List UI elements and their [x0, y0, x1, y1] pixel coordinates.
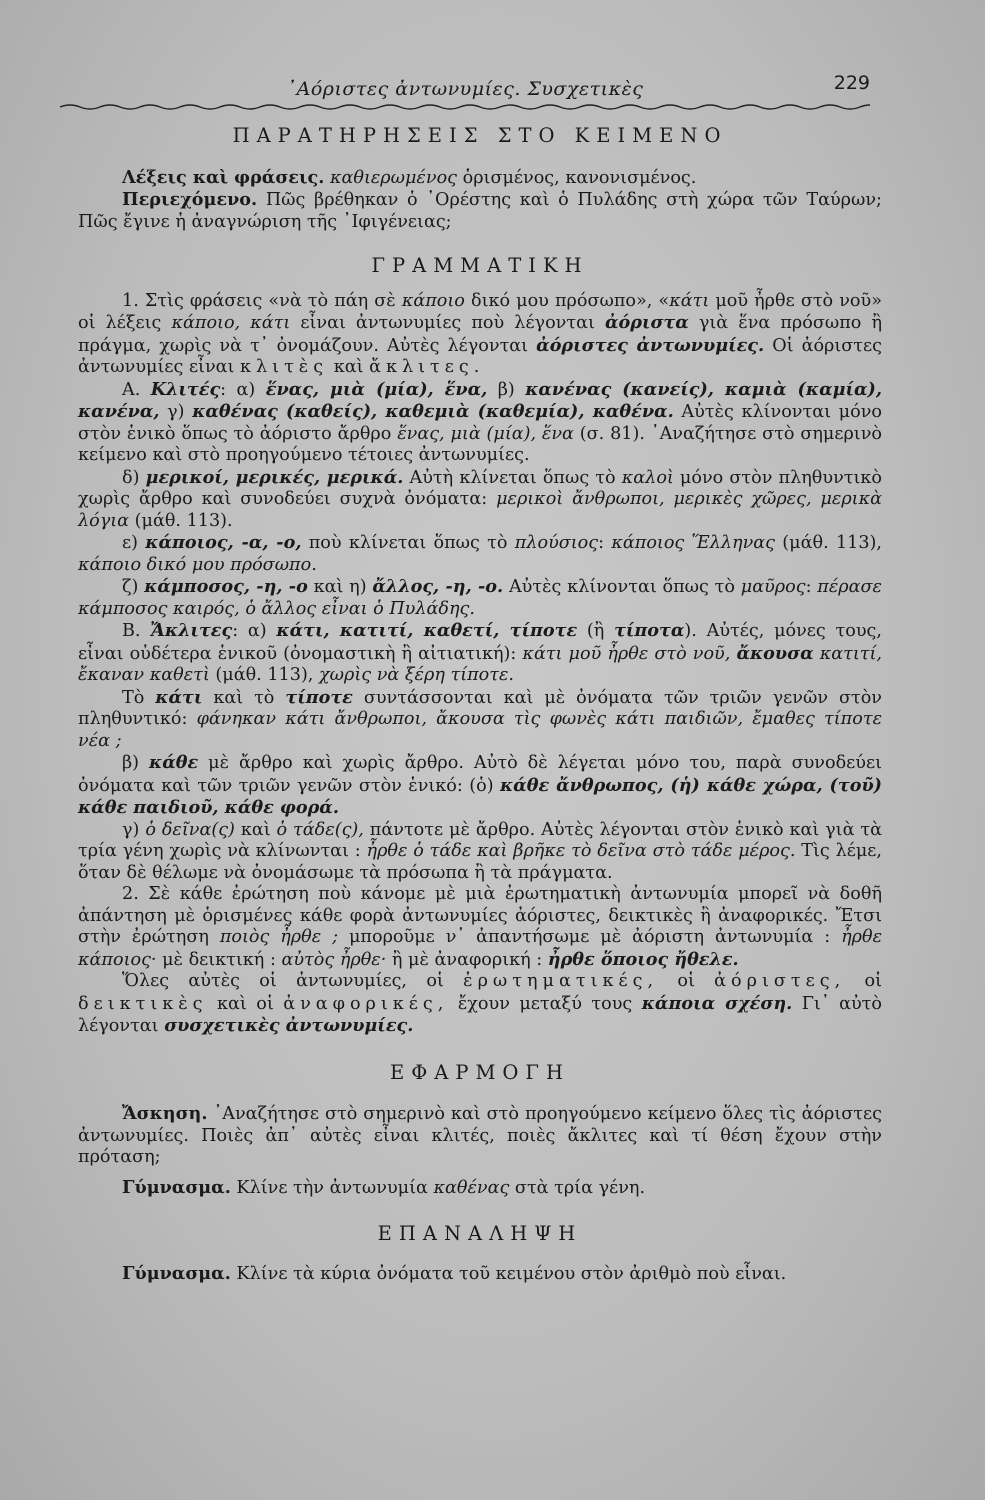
review-drill-paragraph: Γύμνασμα. Κλίνε τὰ κύρια ὀνόματα τοῦ κειμένου στὸν ἀριθμὸ ποὺ εἶναι. — [122, 1262, 787, 1284]
content-paragraph: Περιεχόμενο. Πῶς βρέθηκαν ὁ ᾿Ορέστης καὶ ὁ Πυλάδης στὴ χώρα τῶν Ταύρων; Πῶς ἔγινε ἡ ἀναγνώριση τῆς ᾿Ιφιγένειας; — [78, 189, 882, 232]
exercise-label: Ἄσκηση. — [122, 1103, 208, 1124]
section-title-application: ΕΦΑΡΜΟΓΗ — [390, 1060, 570, 1084]
drill-label: Γύμνασμα. — [122, 1176, 231, 1198]
grammar-paragraph-d: δ) μερικοί, μερικές, μερικά. Αὐτὴ κλίνεται ὅπως τὸ καλοὶ μόνο στὸν πληθυντικὸ χωρὶς ἄρθρο καὶ συνοδεύει συχνὰ ὀνόματα: μερικοὶ ἄνθρωποι, μερικὲς χῶρες, μερικὰ λόγια (μάθ. 113). — [78, 466, 882, 531]
section-title-review: ΕΠΑΝΑΛΗΨΗ — [377, 1222, 583, 1245]
grammar-paragraph-correlative: Ὅλες αὐτὲς οἱ ἀντωνυμίες, οἱ ἐρωτηματικές, οἱ ἀόριστες, οἱ δεικτικὲς καὶ οἱ ἀναφορικές, ἔχουν μεταξύ τους κάποια σχέση. Γι᾿ αὐτὸ λέγονται συσχετικὲς ἀντωνυμίες. — [78, 971, 882, 1036]
running-title: ᾿Αόριστες ἀντωνυμίες. Συσχετικὲς — [286, 78, 644, 100]
section-title-remarks: ΠΑΡΑΤΗΡΗΣΕΙΣ ΣΤΟ ΚΕΙΜΕΝΟ — [232, 124, 728, 147]
grammar-paragraph-kati: Τὸ κάτι καὶ τὸ τίποτε συντάσσονται καὶ μὲ ὀνόματα τῶν τριῶν γενῶν στὸν πληθυντικό: φάνηκαν κάτι ἄνθρωποι, ἄκουσα τὶς φωνὲς κάτι παιδιῶν, ἔμαθες τίποτε νέα ; — [78, 686, 883, 751]
page-number: 229 — [833, 72, 870, 94]
grammar-paragraph-z: ζ) κάμποσος, -η, -ο καὶ η) ἄλλος, -η, -ο. Αὐτὲς κλίνονται ὅπως τὸ μαῦρος: πέρασε κάμποσος καιρός, ὁ ἄλλος εἶναι ὁ Πυλάδης. — [78, 576, 882, 619]
drill-paragraph: Γύμνασμα. Κλίνε τὴν ἀντωνυμία καθένας στὰ τρία γένη. — [122, 1176, 646, 1198]
exercise-paragraph: Ἄσκηση. ᾿Αναζήτησε στὸ σημερινὸ καὶ στὸ προηγούμενο κείμενο ὅλες τὶς ἀόριστες ἀντωνυμίες. Ποιὲς ἀπ᾿ αὐτὲς εἶναι κλιτές, ποιὲς ἄκλιτες καὶ τί θέση ἔχουν στὴν πρόταση; — [78, 1103, 882, 1167]
grammar-paragraph-e: ε) κάποιος, -α, -ο, ποὺ κλίνεται ὅπως τὸ πλούσιος: κάποιος Ἕλληνας (μάθ. 113), κάποιο δικό μου πρόσωπο. — [78, 532, 882, 575]
page-content — [78, 125, 882, 1285]
header-rule — [60, 102, 870, 110]
section-title-grammar: ΓΡΑΜΜΑΤΙΚΗ — [371, 254, 589, 277]
words-label: Λέξεις καὶ φράσεις. — [122, 166, 325, 188]
grammar-paragraph-declinable: Α. Κλιτές: α) ἕνας, μιὰ (μία), ἕνα, β) κανένας (κανείς), καμιὰ (καμία), κανένα, γ) καθένας (καθείς), καθεμιὰ (καθεμία), καθένα. Αὐτὲς κλίνονται μόνο στὸν ἑνικὸ ὅπως τὸ ἀόριστο ἄρθρο ἕνας, μιὰ (μία), ἕνα (σ. 81). ᾿Αναζήτησε στὸ σημερινὸ κείμενο καὶ στὸ προηγούμενο τέτοιες ἀντωνυμίες. — [78, 378, 882, 465]
grammar-paragraph-2: 2. Σὲ κάθε ἐρώτηση ποὺ κάνομε μὲ μιὰ ἐρωτηματικὴ ἀντωνυμία μπορεῖ νὰ δοθῆ ἀπάντηση μὲ ὁρισμένες κάθε φορὰ ἀντωνυμίες ἀόριστες, δεικτικὲς ἢ ἀναφορικές. Ἔτσι στὴν ἐρώτηση ποιὸς ἦρθε ; μποροῦμε ν᾿ ἀπαντήσωμε μὲ ἀόριστη ἀντωνυμία : ἦρθε κάποιος· μὲ δεικτική : αὐτὸς ἦρθε· ἢ μὲ ἀναφορική : ἦρθε ὅποιος ἤθελε. — [78, 884, 883, 970]
grammar-paragraph-indeclinable: Β. Ἄκλιτες: α) κάτι, κατιτί, καθετί, τίποτε (ἢ τίποτα). Αὐτές, μόνες τους, εἶναι οὐδέτερα ἑνικοῦ (ὀνομαστικὴ ἢ αἰτιατική): κάτι μοῦ ἦρθε στὸ νοῦ, ἄκουσα κατιτί, ἔκαναν καθετὶ (μάθ. 113), χωρὶς νὰ ξέρη τίποτε. — [78, 620, 882, 685]
grammar-paragraph-kathe: β) κάθε μὲ ἄρθρο καὶ χωρὶς ἄρθρο. Αὐτὸ δὲ λέγεται μόνο του, παρὰ συνοδεύει ὀνόματα καὶ τῶν τριῶν γενῶν στὸν ἑνικό: (ὁ) κάθε ἄνθρωπος, (ἡ) κάθε χώρα, (τοῦ) κάθε παιδιοῦ, κάθε φορά. — [78, 752, 882, 818]
page-header — [60, 72, 870, 114]
review-drill-label: Γύμνασμα. — [122, 1262, 231, 1284]
words-paragraph: Λέξεις καὶ φράσεις. καθιερωμένος ὁρισμένος, κανονισμένος. — [122, 166, 697, 188]
grammar-paragraph-deina: γ) ὁ δεῖνα(ς) καὶ ὁ τάδε(ς), πάντοτε μὲ ἄρθρο. Αὐτὲς λέγονται στὸν ἑνικὸ καὶ γιὰ τὰ τρία γένη χωρὶς νὰ κλίνωνται : ἦρθε ὁ τάδε καὶ βρῆκε τὸ δεῖνα στὸ τάδε μέρος. Τὶς λέμε, ὅταν δὲ θέλωμε νὰ ὀνομάσωμε τὰ πρόσωπα ἢ τὰ πράγματα. — [78, 819, 882, 883]
grammar-paragraph-1: 1. Στὶς φράσεις «νὰ τὸ πάη σὲ κάποιο δικό μου πρόσωπο», «κάτι μοῦ ἦρθε στὸ νοῦ» οἱ λέξεις κάποιο, κάτι εἶναι ἀντωνυμίες ποὺ λέγονται ἀόριστα γιὰ ἕνα πρόσωπο ἢ πράγμα, χωρὶς νὰ τ᾿ ὀνομάζουν. Αὐτὲς λέγονται ἀόριστες ἀντωνυμίες. Οἱ ἀόριστες ἀντωνυμίες εἶναι κλιτὲς καὶ ἄκλιτες. — [78, 290, 883, 377]
content-label: Περιεχόμενο. — [122, 189, 258, 210]
